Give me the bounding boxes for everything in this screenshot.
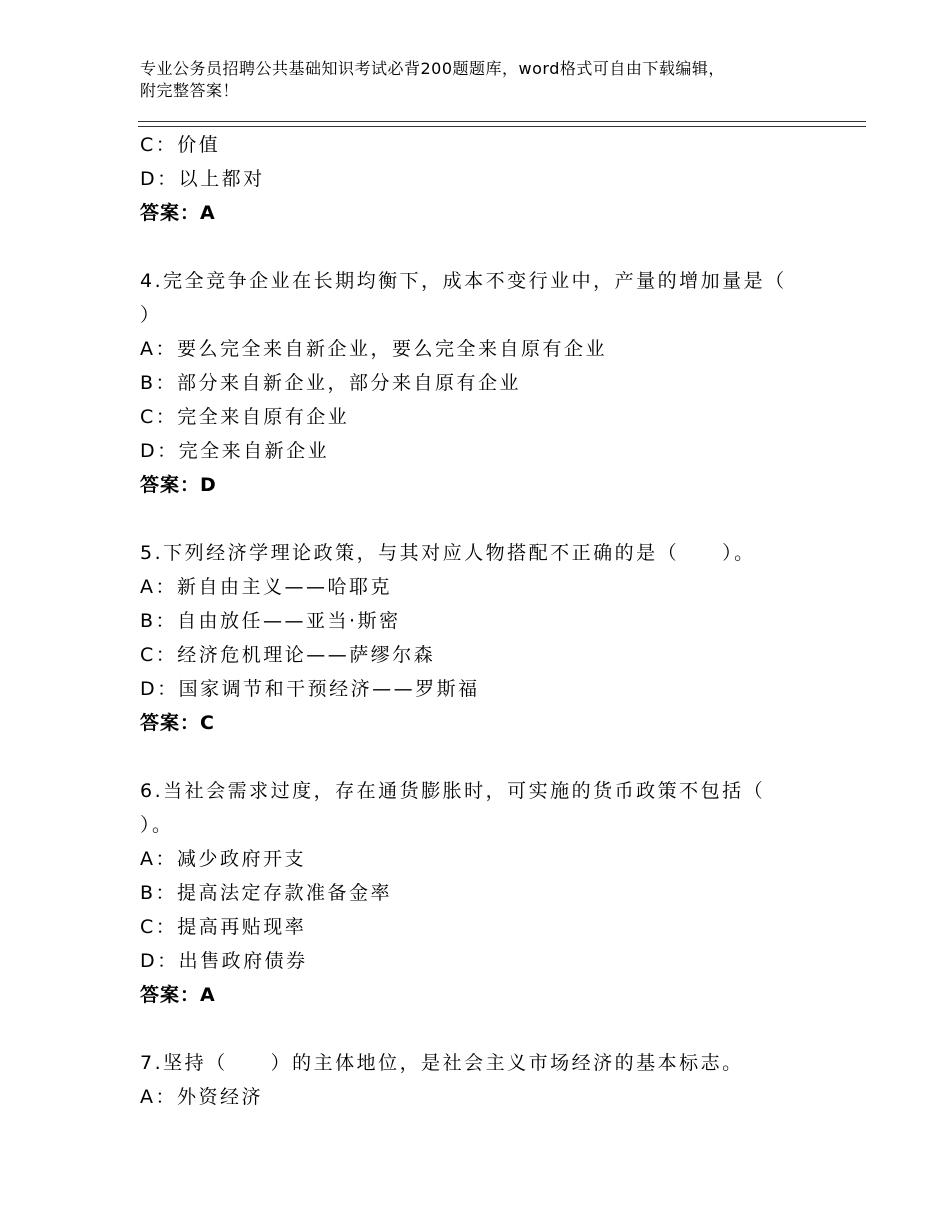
option-line: C：经济危机理论——萨缪尔森	[140, 644, 436, 666]
header-title-line-2: 附完整答案！	[140, 81, 240, 100]
answer-line: 答案：A	[140, 202, 216, 224]
option-line: B：提高法定存款准备金率	[140, 882, 393, 904]
option-line: A：外资经济	[140, 1086, 263, 1108]
option-line: D：完全来自新企业	[140, 440, 330, 462]
question-block-5	[140, 536, 840, 740]
option-line: C：提高再贴现率	[140, 916, 307, 938]
spacer	[140, 740, 840, 774]
spacer	[140, 502, 840, 536]
question-stem: 5.下列经济学理论政策，与其对应人物搭配不正确的是（ ）。	[140, 542, 756, 564]
option-line: D：出售政府债券	[140, 950, 308, 972]
question-stem: 4.完全竞争企业在长期均衡下，成本不变行业中，产量的增加量是（	[140, 270, 787, 292]
answer-line: 答案：C	[140, 712, 215, 734]
option-line: C：价值	[140, 134, 221, 156]
option-line: B：自由放任——亚当·斯密	[140, 610, 401, 632]
option-line: A：减少政府开支	[140, 848, 306, 870]
spacer	[140, 230, 840, 264]
answer-line: 答案：D	[140, 474, 217, 496]
question-block-4	[140, 264, 840, 502]
option-line: D：国家调节和干预经济——罗斯福	[140, 678, 480, 700]
header-divider	[138, 121, 866, 127]
question-block-6	[140, 774, 840, 1012]
option-line: A：要么完全来自新企业，要么完全来自原有企业	[140, 338, 607, 360]
prev-question-block	[140, 128, 840, 230]
question-content	[140, 128, 840, 1114]
question-block-7	[140, 1046, 840, 1114]
answer-line: 答案：A	[140, 984, 216, 1006]
option-line: B：部分来自新企业，部分来自原有企业	[140, 372, 522, 394]
header-title-line-1: 专业公务员招聘公共基础知识考试必背200题题库，word格式可自由下载编辑，	[140, 59, 725, 78]
question-stem: ）。	[140, 814, 174, 836]
question-stem: 7.坚持（ ）的主体地位，是社会主义市场经济的基本标志。	[140, 1052, 744, 1074]
question-stem: 6.当社会需求过度，存在通货膨胀时，可实施的货币政策不包括（	[140, 780, 766, 802]
spacer	[140, 1012, 840, 1046]
question-stem: ）	[140, 304, 162, 326]
page-header	[140, 58, 830, 102]
option-line: D：以上都对	[140, 168, 265, 190]
option-line: A：新自由主义——哈耶克	[140, 576, 392, 598]
option-line: C：完全来自原有企业	[140, 406, 350, 428]
